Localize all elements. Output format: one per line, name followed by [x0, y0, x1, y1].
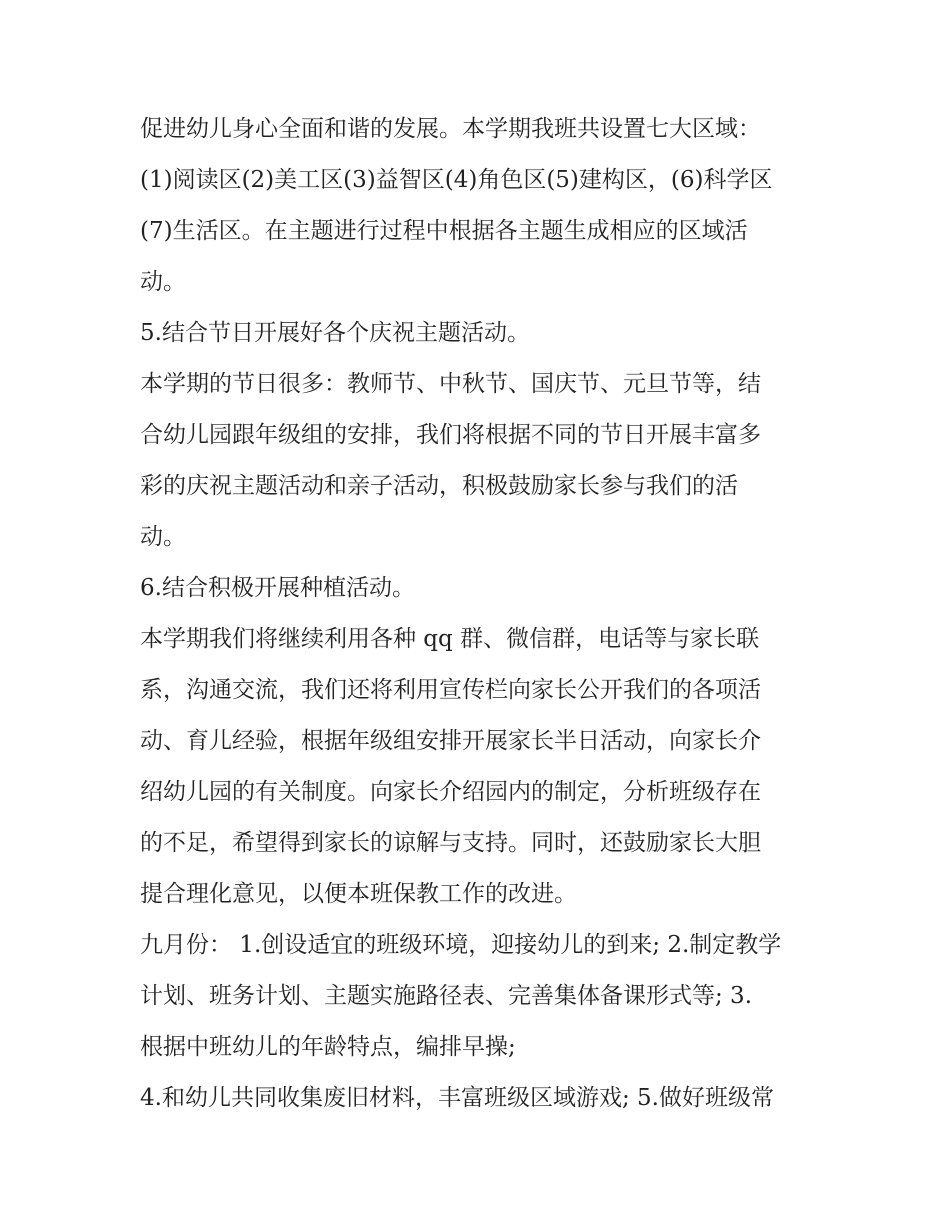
text-line: 动。: [140, 269, 186, 295]
text-line: 系，沟通交流，我们还将利用宣传栏向家长公开我们的各项活: [140, 677, 761, 703]
text-line: 绍幼儿园的有关制度。向家长介绍园内的制定，分析班级存在: [140, 779, 761, 805]
text-line: (1)阅读区(2)美工区(3)益智区(4)角色区(5)建构区，(6)科学区: [140, 167, 773, 193]
section-heading-6: 6.结合积极开展种植活动。: [140, 575, 415, 601]
text-line: (7)生活区。在主题进行过程中根据各主题生成相应的区域活: [140, 218, 748, 244]
text-line: 促进幼儿身心全面和谐的发展。本学期我班共设置七大区域：: [140, 116, 761, 142]
text-line: 动、育儿经验，根据年级组安排开展家长半日活动，向家长介: [140, 728, 761, 754]
text-line: 4.和幼儿共同收集废旧材料，丰富班级区域游戏; 5.做好班级常: [140, 1085, 774, 1111]
section-heading-5: 5.结合节日开展好各个庆祝主题活动。: [140, 320, 530, 346]
text-line: 根据中班幼儿的年龄特点，编排早操;: [140, 1034, 516, 1060]
text-line: 本学期我们将继续利用各种 qq 群、微信群，电话等与家长联: [140, 626, 760, 652]
text-line: 提合理化意见，以便本班保教工作的改进。: [140, 881, 577, 907]
text-line: 计划、班务计划、主题实施路径表、完善集体备课形式等; 3.: [140, 983, 753, 1009]
text-line: 合幼儿园跟年级组的安排，我们将根据不同的节日开展丰富多: [140, 422, 761, 448]
body-text: [140, 104, 830, 1124]
text-line: 彩的庆祝主题活动和亲子活动，积极鼓励家长参与我们的活: [140, 473, 738, 499]
text-line: 本学期的节日很多：教师节、中秋节、国庆节、元旦节等，结: [140, 371, 761, 397]
month-plan-september: 九月份： 1.创设适宜的班级环境，迎接幼儿的到来; 2.制定教学: [140, 932, 782, 958]
text-line: 的不足，希望得到家长的谅解与支持。同时，还鼓励家长大胆: [140, 830, 761, 856]
text-line: 动。: [140, 524, 186, 550]
